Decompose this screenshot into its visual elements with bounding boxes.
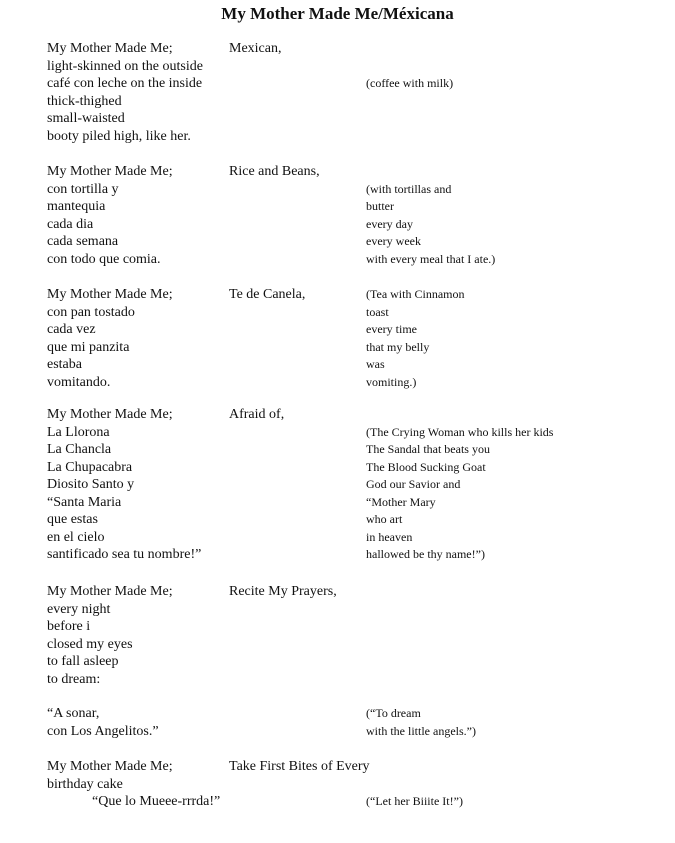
spanish-text: vomitando. [47, 374, 111, 390]
poem-line [0, 40, 675, 58]
poem-line [0, 110, 675, 128]
spanish-text: estaba [47, 357, 82, 372]
spanish-text: “Que lo Mueee-rrrda!” [92, 794, 221, 809]
translation-text: (“Let her Biiite It!”) [366, 794, 463, 808]
refrain-text: Rice and Beans, [229, 164, 320, 179]
stanza [0, 705, 675, 740]
stanza [0, 583, 675, 688]
translation-text: that my belly [366, 339, 430, 354]
poem-line [0, 75, 675, 93]
spanish-text: thick-thighed [47, 93, 122, 109]
spanish-text: que mi panzita [47, 339, 130, 355]
spanish-text: small-waisted [47, 111, 125, 126]
spanish-text: con Los Angelitos.” [47, 723, 159, 739]
spanish-text: light-skinned on the outside [47, 58, 203, 74]
poem-line [0, 356, 675, 374]
translation-text: was [366, 357, 385, 371]
spanish-text: My Mother Made Me; [47, 287, 173, 302]
poem-line [0, 163, 675, 181]
refrain-text: Mexican, [229, 41, 282, 56]
spanish-text: cada dia [47, 216, 94, 232]
poem-line [0, 546, 675, 564]
poem-line [0, 304, 675, 322]
translation-text: every week [366, 234, 421, 248]
poem-line [0, 511, 675, 529]
stanza [0, 163, 675, 268]
spanish-text: que estas [47, 512, 98, 527]
poem-line [0, 198, 675, 216]
poem-line [0, 321, 675, 339]
poem-line [0, 459, 675, 477]
translation-text: vomiting.) [366, 374, 417, 389]
spanish-text: closed my eyes [47, 636, 133, 652]
poem-line [0, 705, 675, 723]
spanish-text: My Mother Made Me; [47, 407, 173, 422]
poem-line [0, 793, 675, 811]
refrain-text: Recite My Prayers, [229, 584, 337, 599]
spanish-text: My Mother Made Me; [47, 164, 173, 179]
refrain-text: Te de Canela, [229, 287, 306, 302]
translation-text: (coffee with milk) [366, 76, 454, 90]
spanish-text: con todo que comia. [47, 251, 161, 267]
spanish-text: to fall asleep [47, 654, 119, 669]
spanish-text: mantequia [47, 199, 106, 214]
spanish-text: My Mother Made Me; [47, 584, 173, 599]
translation-text: every day [366, 216, 413, 231]
poem-line [0, 441, 675, 459]
poem-line [0, 776, 675, 794]
spanish-text: La Chancla [47, 442, 112, 457]
translation-text: toast [366, 304, 389, 319]
spanish-text: café con leche on the inside [47, 76, 203, 91]
poem-line [0, 424, 675, 442]
spanish-text: birthday cake [47, 776, 123, 792]
poem-title: My Mother Made Me/Méxicana [221, 4, 454, 23]
spanish-text: booty piled high, like her. [47, 128, 191, 144]
spanish-text: La Llorona [47, 424, 110, 440]
translation-text: hallowed be thy name!”) [366, 547, 485, 561]
poem-line [0, 618, 675, 636]
refrain-text: Afraid of, [229, 407, 285, 422]
poem-line [0, 653, 675, 671]
poem-line [0, 216, 675, 234]
poem-line [0, 93, 675, 111]
spanish-text: “Santa Maria [47, 494, 122, 510]
spanish-text: con pan tostado [47, 304, 135, 320]
poem-line [0, 636, 675, 654]
poem-line [0, 583, 675, 601]
spanish-text: My Mother Made Me; [47, 759, 173, 774]
translation-text: The Sandal that beats you [366, 442, 490, 456]
translation-text: with the little angels.”) [366, 723, 476, 738]
stanza [0, 758, 675, 811]
stanza [0, 406, 675, 564]
translation-text: “Mother Mary [366, 494, 436, 509]
translation-text: (“To dream [366, 706, 421, 720]
spanish-text: cada vez [47, 322, 96, 337]
poem-line [0, 494, 675, 512]
spanish-text: Diosito Santo y [47, 477, 135, 492]
poem-line [0, 406, 675, 424]
refrain-text: Take First Bites of Every [229, 759, 370, 774]
stanza [0, 286, 675, 391]
translation-text: God our Savior and [366, 477, 461, 491]
poem-line [0, 671, 675, 689]
translation-text: every time [366, 322, 417, 336]
translation-text: who art [366, 512, 403, 526]
poem-line [0, 529, 675, 547]
poem-line [0, 601, 675, 619]
translation-text: (with tortillas and [366, 181, 452, 196]
poem-line [0, 233, 675, 251]
spanish-text: santificado sea tu nombre!” [47, 547, 202, 562]
spanish-text: every night [47, 601, 111, 617]
translation-text: The Blood Sucking Goat [366, 459, 486, 474]
spanish-text: en el cielo [47, 529, 105, 545]
poem-line [0, 476, 675, 494]
poem-line [0, 286, 675, 304]
stanza [0, 40, 675, 145]
translation-text: (The Crying Woman who kills her kids [366, 424, 554, 439]
translation-text: butter [366, 199, 394, 213]
spanish-text: con tortilla y [47, 181, 119, 197]
poem-line [0, 251, 675, 269]
poem-line [0, 339, 675, 357]
spanish-text: before i [47, 619, 91, 634]
spanish-text: La Chupacabra [47, 459, 133, 475]
poem-line [0, 58, 675, 76]
spanish-text: My Mother Made Me; [47, 41, 173, 56]
poem-line [0, 181, 675, 199]
poem-line [0, 723, 675, 741]
spanish-text: to dream: [47, 671, 101, 687]
spanish-text: “A sonar, [47, 706, 100, 721]
poem-line [0, 128, 675, 146]
translation-text: in heaven [366, 529, 413, 544]
translation-text: with every meal that I ate.) [366, 251, 496, 266]
spanish-text: cada semana [47, 234, 119, 249]
poem-line [0, 758, 675, 776]
poem-line [0, 374, 675, 392]
translation-text: (Tea with Cinnamon [366, 287, 465, 301]
